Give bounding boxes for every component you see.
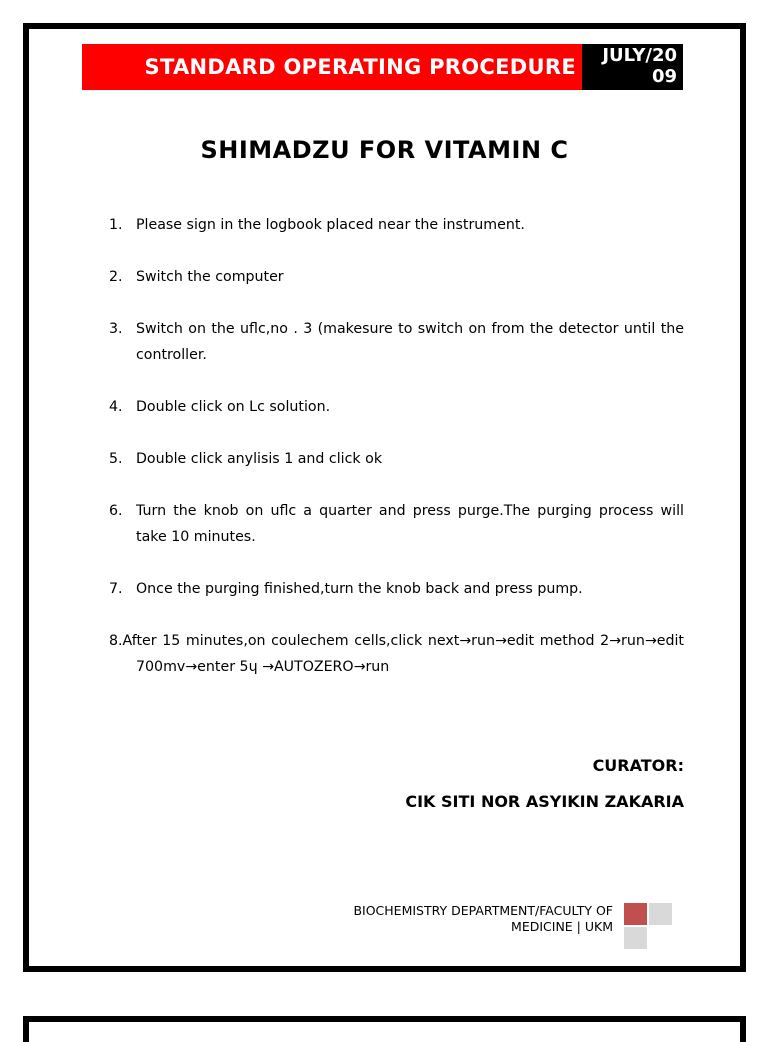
step-item <box>109 394 684 420</box>
step-item <box>109 576 684 602</box>
curator-name: CIK SITI NOR ASYIKIN ZAKARIA <box>405 792 684 811</box>
step-number: 4. <box>109 399 123 415</box>
procedure-steps <box>109 212 684 706</box>
footer-line1: BIOCHEMISTRY DEPARTMENT/FACULTY OF <box>353 903 613 918</box>
step-number: 6. <box>109 503 123 519</box>
step-text: Switch on the uflc,no . 3 (makesure to switch on from the detector until the controller. <box>136 321 684 363</box>
step-item <box>109 316 684 368</box>
step-number: 2. <box>109 269 123 285</box>
step-item <box>109 498 684 550</box>
step-number: 5. <box>109 451 123 467</box>
step-number: 3. <box>109 321 123 337</box>
step-text: Double click on Lc solution. <box>136 399 331 415</box>
footer-department <box>353 903 613 935</box>
header-title: STANDARD OPERATING PROCEDURE <box>82 44 582 90</box>
header-date-line2: 09 <box>651 66 677 87</box>
step-number: 8. <box>109 633 123 649</box>
step-text: Please sign in the logbook placed near the instrument. <box>136 217 525 233</box>
header-date-line1: JULY/20 <box>602 45 677 66</box>
next-page-edge <box>23 1016 746 1042</box>
step-number: 7. <box>109 581 123 597</box>
curator-label: CURATOR: <box>592 756 684 775</box>
step-text: After 15 minutes,on coulechem cells,click next→run→edit method 2→run→edit 700mv→enter 5ɥ →AUTOZERO→run <box>122 633 684 675</box>
logo-square-red <box>624 903 647 925</box>
logo-squares-icon <box>624 903 674 951</box>
logo-square-grey <box>624 927 647 949</box>
logo-square-grey <box>649 903 672 925</box>
step-text: Switch the computer <box>136 269 284 285</box>
step-text: Once the purging finished,turn the knob back and press pump. <box>136 581 583 597</box>
step-item <box>109 212 684 238</box>
step-item <box>109 628 684 680</box>
document-title: SHIMADZU FOR VITAMIN C <box>200 136 569 164</box>
step-item <box>109 446 684 472</box>
sop-header <box>82 44 683 90</box>
step-text: Turn the knob on uflc a quarter and press purge.The purging process will take 10 minutes. <box>136 503 684 545</box>
step-number: 1. <box>109 217 123 233</box>
step-text: Double click anylisis 1 and click ok <box>136 451 383 467</box>
document-page <box>23 23 746 972</box>
header-date <box>582 44 683 90</box>
footer-line2: MEDICINE | UKM <box>511 919 613 934</box>
step-item <box>109 264 684 290</box>
